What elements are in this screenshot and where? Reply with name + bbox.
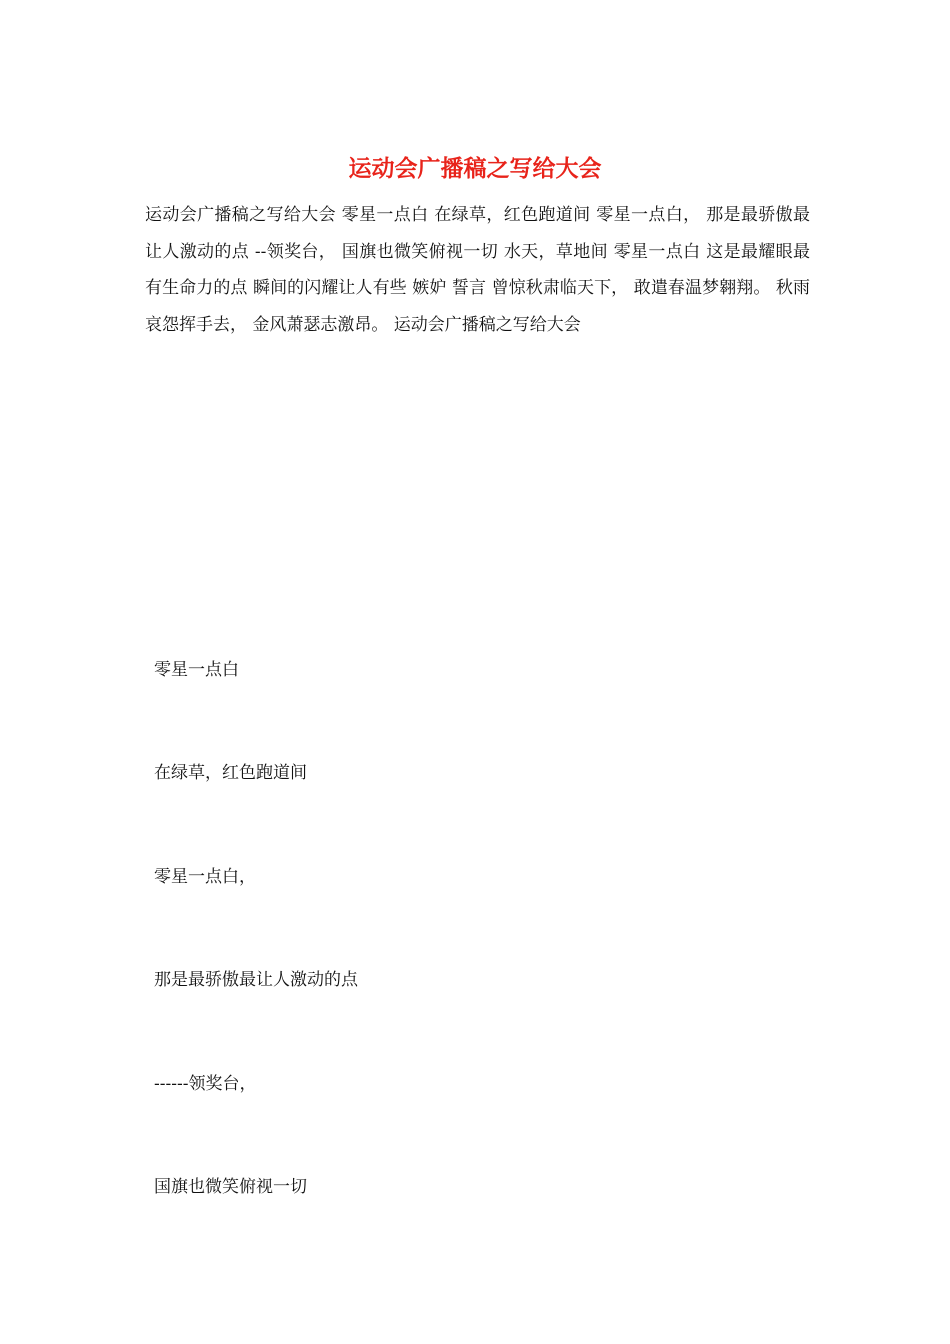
poem-line: 那是最骄傲最让人激动的点 — [154, 970, 358, 990]
poem-line: 国旗也微笑俯视一切 — [154, 1177, 307, 1197]
poem-line: 零星一点白 — [154, 660, 239, 680]
poem-line: 在绿草，红色跑道间 — [154, 763, 307, 783]
poem-line: ------领奖台， — [154, 1074, 257, 1094]
document-title: 运动会广播稿之写给大会 — [348, 155, 602, 182]
summary-paragraph: 运动会广播稿之写给大会 零星一点白 在绿草，红色跑道间 零星一点白， 那是最骄傲最让人激动的点 --领奖台， 国旗也微笑俯视一切 水天，草地间 零星一点白 这是最耀眼最有生命力的点 瞬间的闪耀让人有些 嫉妒 誓言 曾惊秋肃临天下， 敢遣春温梦翱翔。 秋雨哀怨挥手去， 金风萧瑟志激昂。 运动会广播稿之写给大会 — [145, 205, 810, 335]
poem-line: 零星一点白， — [154, 867, 256, 887]
